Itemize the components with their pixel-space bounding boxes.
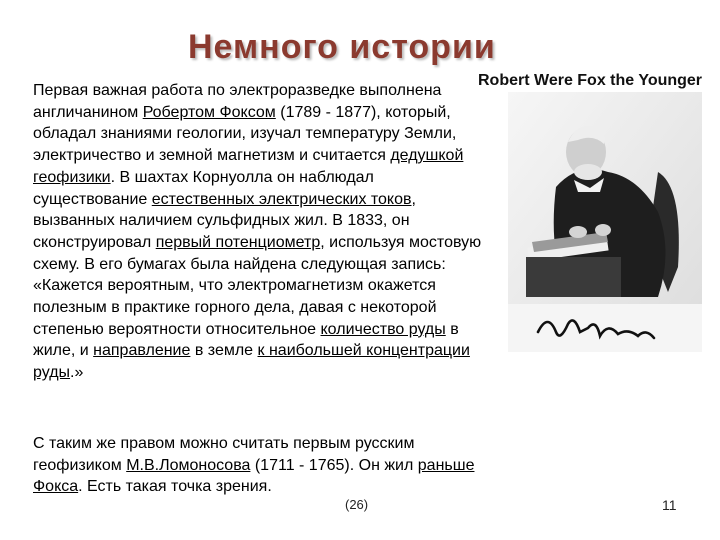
link-ore-concentration[interactable]: к наибольшей концентрации руды	[33, 342, 470, 382]
text-segment: С таким же правом можно считать первым русским геофизиком	[33, 435, 415, 474]
text-segment: .»	[70, 364, 84, 382]
paragraph-fox	[33, 80, 488, 384]
citation-ref: (26)	[345, 497, 369, 512]
text-segment: в земле	[190, 342, 258, 360]
text-segment: , вызванных наличием сульфидных жил. В 1833, он сконструировал	[33, 190, 416, 251]
portrait-photo	[508, 92, 702, 352]
text-segment: (1789 - 1877), который, обладал знаниями геологии, изучал температуру Земли, электричество и земной магнетизм и считается	[33, 103, 457, 165]
link-grandfather-geophysics[interactable]: дедушкой геофизики	[33, 147, 464, 186]
link-natural-currents[interactable]: естественных электрических токов	[151, 190, 412, 208]
portrait-image	[508, 92, 702, 352]
text-segment: . В шахтах Корнуолла он наблюдал существование	[33, 168, 374, 208]
link-first-potentiometer[interactable]: первый потенциометр	[155, 233, 321, 251]
link-lomonosov[interactable]: М.В.Ломоносова	[126, 456, 251, 474]
link-robert-fox[interactable]: Робертом Фоксом	[142, 103, 276, 121]
photo-caption: Robert Were Fox the Younger	[478, 72, 703, 89]
link-direction[interactable]: направление	[93, 342, 191, 360]
text-segment: (1711 - 1765). Он жил	[250, 456, 418, 474]
text-segment: Первая важная работа по электроразведке выполнена англичанином	[33, 82, 442, 121]
page-number: 11	[662, 497, 677, 513]
slide-title: Немного истории	[188, 28, 496, 66]
paragraph-lomonosov	[33, 433, 493, 498]
link-ore-quantity[interactable]: количество руды	[320, 320, 446, 338]
text-segment: в жиле, и	[33, 320, 459, 360]
text-segment: , используя мостовую схему. В его бумагах была найдена следующая запись: «Кажется вероятным, что электромагнетизм окажется полезным в практике горного дела, давая с некоторой степенью вероятности относительное	[33, 233, 482, 338]
text-segment: . Есть такая точка зрения.	[78, 478, 272, 496]
link-before-fox[interactable]: раньше Фокса	[33, 456, 475, 496]
